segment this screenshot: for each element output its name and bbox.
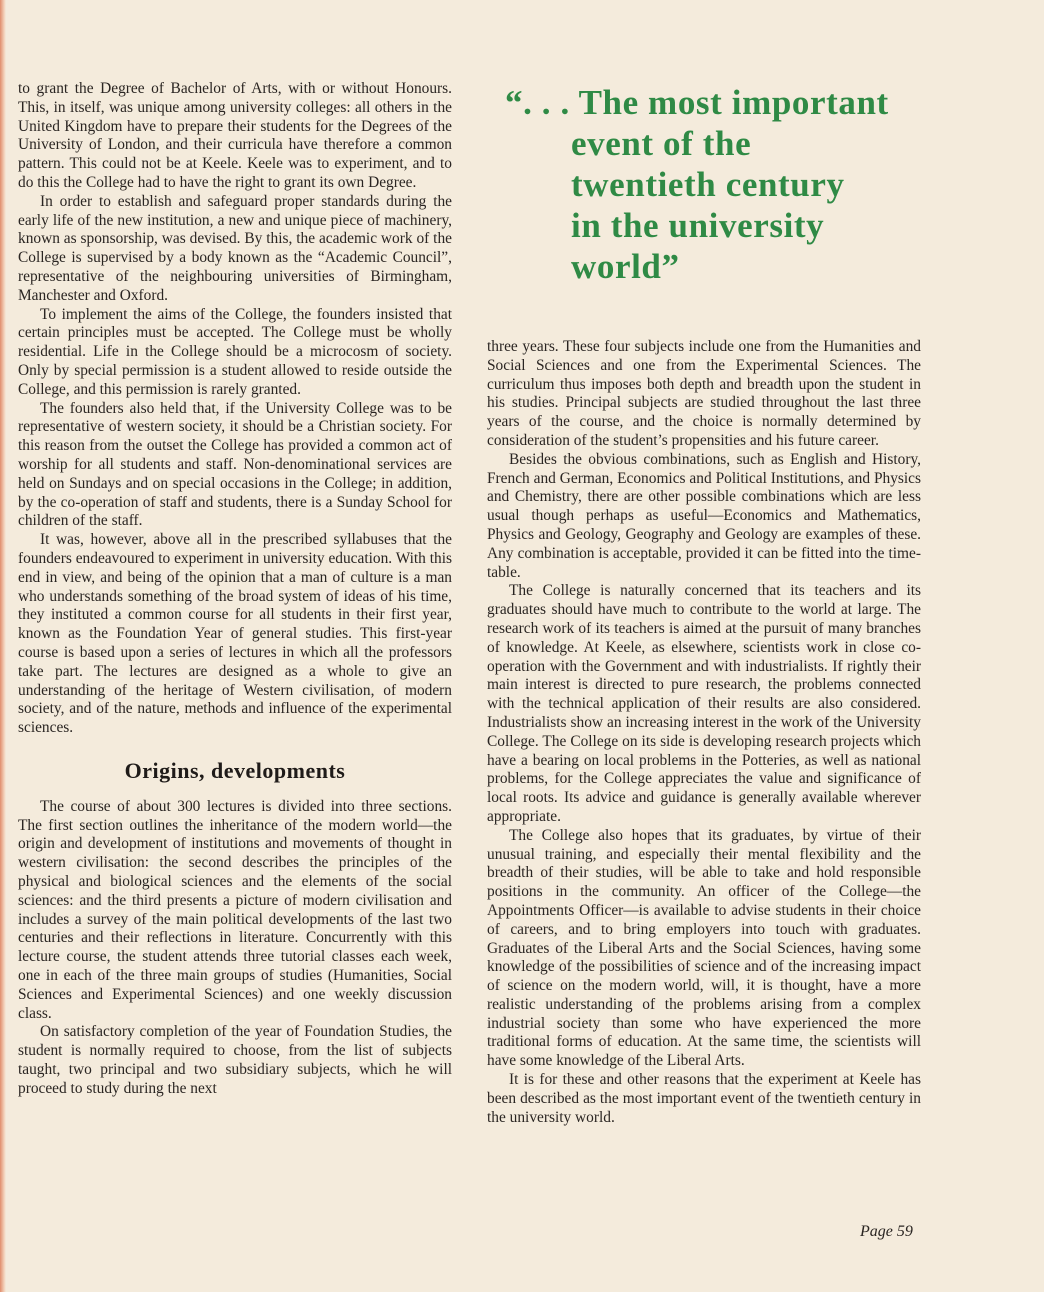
pull-quote-line: “. . . The most important	[505, 83, 889, 122]
body-paragraph: It is for these and other reasons that the experiment at Keele has been described as the most important event of the twentieth century in the university world.	[487, 1071, 921, 1126]
body-paragraph: On satisfactory completion of the year of Foundation Studies, the student is normally required to choose, from the list of subjects taught, two principal and two subsidiary subjects, which he will proceed to study during the next	[18, 1023, 452, 1097]
page-number: Page 59	[860, 1223, 913, 1240]
pull-quote-line: in the university	[571, 206, 825, 245]
right-column	[487, 338, 921, 1127]
body-paragraph: In order to establish and safeguard proper standards during the early life of the new institution, a new and unique piece of machinery, known as sponsorship, was devised. By this, the academic work of the College is supervised by a body known as the “Academic Council”, representative of the neighbouring universities of Birmingham, Manchester and Oxford.	[18, 192, 452, 304]
section-heading: Origins, developments	[124, 757, 346, 783]
body-paragraph: The College is naturally concerned that its teachers and its graduates should have much to contribute to the world at large. The research work of its teachers is aimed at the pursuit of many branches of knowledge. At Keele, as elsewhere, scientists work in close co-operation with the Government and with industrialists. If rightly their main interest is directed to pure research, the problems connected with the technical application of their results are also considered. Industrialists show an increasing interest in the work of the University College. The College on its side is developing research projects which have a bearing on local problems in the Potteries, as well as national problems, for the College appreciates the value and significance of local roots. Its advice and guidance is generally available wherever appropriate.	[487, 582, 921, 825]
body-paragraph: The College also hopes that its graduates, by virtue of their unusual training, and especially their mental flexibility and the breadth of their studies, will be able to take and hold responsible positions in the community. An officer of the College—the Appointments Officer—is available to advise students in their choice of careers, and to bring employers into touch with graduates. Graduates of the Liberal Arts and the Social Sciences, having some knowledge of the possibilities of science and of the increasing impact of science on the modern world, will, it is thought, have a more realistic understanding of the problems arising from a complex industrial society than some who have experienced the more traditional forms of education. At the same time, the scientists will have some knowledge of the Liberal Arts.	[487, 826, 921, 1070]
body-paragraph: The course of about 300 lectures is divided into three sections. The first section outlines the inheritance of the modern world—the origin and development of institutions and movements of thought in western civilisation: the second describes the principles of the physical and biological sciences and the elements of the social sciences: and the third presents a picture of modern civilisation and includes a survey of the main political developments of the last two centuries and their reflections in literature. Concurrently with this lecture course, the student attends three tutorial classes each week, one in each of the three main groups of studies (Humanities, Social Sciences and Experimental Sciences) and one weekly discussion class.	[18, 797, 452, 1022]
pull-quote	[505, 82, 945, 287]
pull-quote-line: world”	[571, 247, 680, 286]
body-paragraph: to grant the Degree of Bachelor of Arts, with or without Honours. This, in itself, was unique among university colleges: all others in the United Kingdom have to prepare their students for the Degrees of the University of London, and their curricula have therefore a common pattern. This could not be at Keele. Keele was to experiment, and to do this the College had to have the right to grant its own Degree.	[18, 80, 452, 191]
pull-quote-line: event of the	[571, 124, 752, 163]
body-paragraph: three years. These four subjects include one from the Humanities and Social Sciences and one from the Experimental Sciences. The curriculum thus imposes both depth and breadth upon the student in his studies. Principal subjects are studied throughout the last three years of the course, and the choice is normally determined by consideration of the student’s propensities and his future career.	[487, 338, 921, 449]
left-column	[18, 80, 452, 1099]
body-paragraph: Besides the obvious combinations, such as English and History, French and German, Economics and Political Institutions, and Physics and Chemistry, there are other possible combinations which are less usual though perhaps as useful—Economics and Mathematics, Physics and Geology, Geography and Geology are examples of these. Any combination is acceptable, provided it can be fitted into the time-table.	[487, 450, 921, 581]
body-paragraph: It was, however, above all in the prescribed syllabuses that the founders endeavoured to experiment in university education. With this end in view, and being of the opinion that a man of culture is a man who understands something of the broad system of ideas of his time, they instituted a common course for all students in their first year, known as the Foundation Year of general studies. This first-year course is based upon a series of lectures in which all the professors take part. The lectures are designed as a whole to give an understanding of the heritage of Western civilisation, of modern society, and of the nature, methods and influence of the experimental sciences.	[18, 531, 452, 737]
body-paragraph: To implement the aims of the College, the founders insisted that certain principles must be accepted. The College must be wholly residential. Life in the College should be a microcosm of society. Only by special permission is a student allowed to reside outside the College, and this permission is rarely granted.	[18, 305, 452, 398]
page-edge	[0, 0, 6, 1292]
pull-quote-line: twentieth century	[571, 165, 845, 204]
body-paragraph: The founders also held that, if the University College was to be representative of western society, it should be a Christian society. For this reason from the outset the College has provided a common act of worship for all students and staff. Non-denominational services are held on Sundays and on special occasions in the College; in addition, by the co-operation of staff and students, there is a Sunday School for children of the staff.	[18, 399, 452, 530]
